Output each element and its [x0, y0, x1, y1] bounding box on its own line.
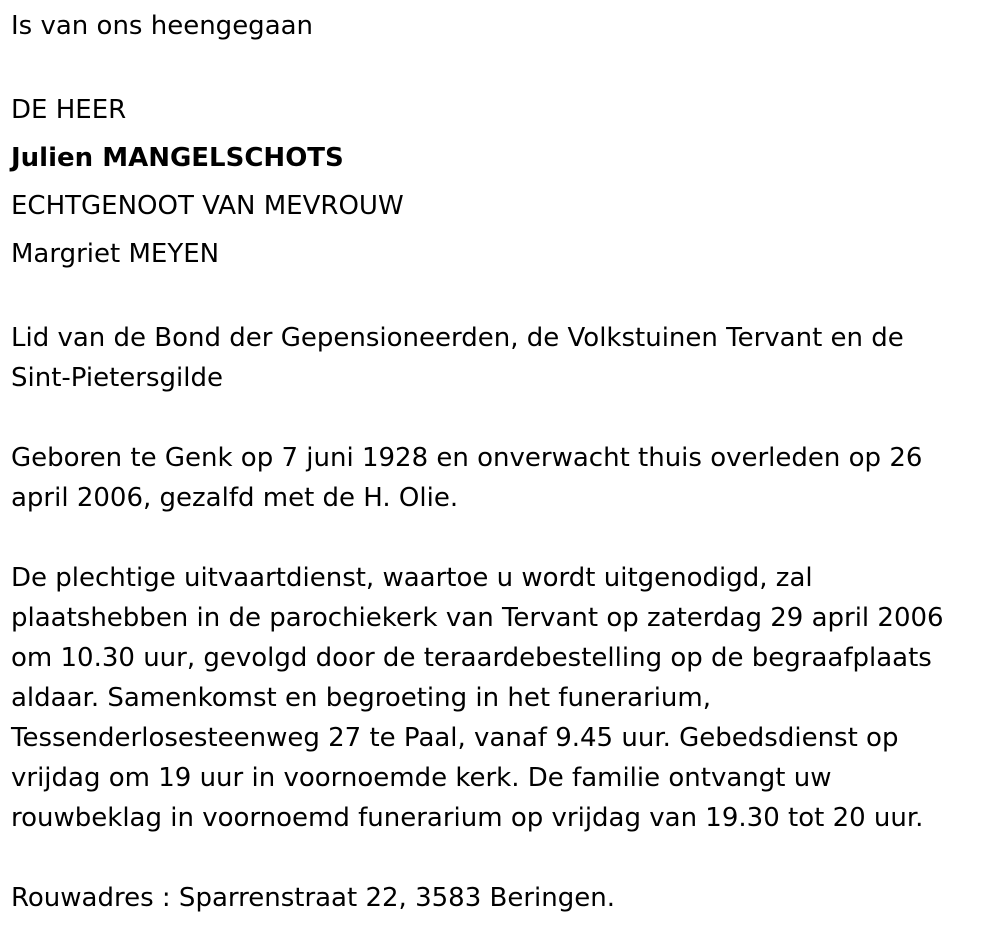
- funeral-paragraph: [11, 558, 986, 838]
- spouse-name: Margriet MEYEN: [11, 239, 220, 269]
- intro-text: Is van ons heengegaan: [11, 11, 314, 41]
- funeral-line: De plechtige uitvaartdienst, waartoe u wordt uitgenodigd, zal: [11, 563, 813, 593]
- spacer: [11, 398, 986, 438]
- funeral-line: om 10.30 uur, gevolgd door de teraardebestelling op de begraafplaats: [11, 643, 932, 673]
- title-text: DE HEER: [11, 95, 127, 125]
- spacer: [11, 518, 986, 558]
- birth-death-line: Geboren te Genk op 7 juni 1928 en onverwacht thuis overleden op 26: [11, 443, 923, 473]
- mourning-address: Rouwadres : Sparrenstraat 22, 3583 Beringen.: [11, 883, 615, 913]
- death-notice: [11, 6, 986, 918]
- funeral-line: vrijdag om 19 uur in voornoemde kerk. De familie ontvangt uw: [11, 763, 832, 793]
- spacer: [11, 278, 986, 318]
- birth-death-paragraph: [11, 438, 986, 518]
- spacer: [11, 838, 986, 878]
- membership-line: Lid van de Bond der Gepensioneerden, de Volkstuinen Tervant en de: [11, 323, 904, 353]
- funeral-line: aldaar. Samenkomst en begroeting in het funerarium,: [11, 683, 712, 713]
- deceased-name: Julien MANGELSCHOTS: [11, 143, 344, 173]
- birth-death-line: april 2006, gezalfd met de H. Olie.: [11, 483, 459, 513]
- membership-paragraph: [11, 318, 986, 398]
- funeral-line: Tessenderlosesteenweg 27 te Paal, vanaf 9.45 uur. Gebedsdienst op: [11, 723, 899, 753]
- membership-line: Sint-Pietersgilde: [11, 363, 223, 393]
- name-block: [11, 86, 986, 278]
- funeral-line: plaatshebben in de parochiekerk van Tervant op zaterdag 29 april 2006: [11, 603, 944, 633]
- funeral-line: rouwbeklag in voornoemd funerarium op vrijdag van 19.30 tot 20 uur.: [11, 803, 924, 833]
- relation-text: ECHTGENOOT VAN MEVROUW: [11, 191, 404, 221]
- spacer: [11, 46, 986, 86]
